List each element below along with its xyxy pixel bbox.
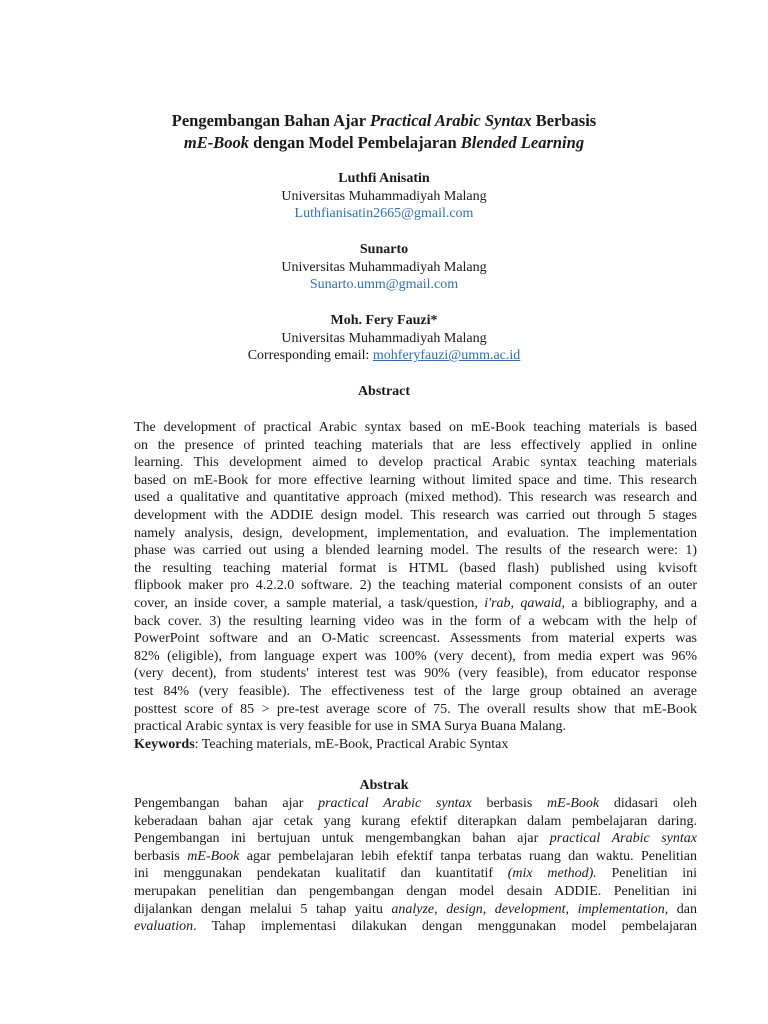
title-line-1 [0,110,768,132]
abstrak-text: didasari oleh [599,796,697,811]
title-text: dengan Model Pembelajaran [249,133,461,152]
abstract-line: test 84% (very feasible). The effectiveness test of the large group obtained an average [134,683,697,699]
abstrak-italic-text: evaluation [134,919,194,935]
title-italic-text: Practical Arabic Syntax [369,111,532,130]
abstrak-line [134,918,697,936]
abstrak-italic-text: practical Arabic syntax [318,796,472,811]
abstrak-text: berbasis [471,796,548,811]
abstrak-text: berbasis [134,848,188,864]
author-name: Sunarto [359,242,409,257]
abstract-line: The development of practical Arabic syntax based on mE-Book teaching materials is based [134,420,697,435]
abstrak-line [134,848,697,866]
abstract-line [134,595,697,613]
abstrak-italic-text: practical Arabic syntax [549,831,697,847]
author-name: Moh. Fery Fauzi* [330,313,438,328]
abstract-body [134,419,697,753]
keywords-label: Keywords [134,736,195,752]
abstrak-line [134,865,697,883]
abstrak-text: agar pembelajaran lebih efektif tanpa terbatas ruang dan waktu. Penelitian [239,848,697,864]
abstract-line: development with the ADDIE design model. This research was carried out through 5 stages [134,507,697,523]
abstrak-text: Pengembangan bahan ajar [134,796,319,811]
abstract-line: back cover. 3) the resulting learning video was in the form of a webcam with the help of [134,613,697,629]
abstrak-text: Pengembangan ini bertujuan untuk mengembangkan bahan ajar [134,831,550,847]
abstrak-line: merupakan penelitian dan pengembangan dengan model desain ADDIE. Penelitian ini [134,883,697,899]
abstrak-text: . Tahap implementasi dilakukan dengan menggunakan model pembelajaran [193,919,697,935]
abstract-italic-text: i'rab, qawaid [484,595,562,611]
corresponding-email-link[interactable]: mohferyfauzi@umm.ac.id [372,348,521,364]
abstract-line: PowerPoint software and an O-Matic screencast. Assessments from material experts was [134,631,697,647]
abstract-line: based on mE-Book for more effective learning without limited space and time. This research [134,472,697,488]
abstract-line: practical Arabic syntax is very feasible for use in SMA Surya Buana Malang. [134,719,566,735]
title-italic-text: Blended Learning [460,133,585,152]
author-block [0,241,768,294]
abstract-line: namely analysis, design, development, implementation, and evaluation. The implementation [134,525,697,541]
author-affiliation: Universitas Muhammadiyah Malang [281,330,487,346]
author-name: Luthfi Anisatin [338,171,430,186]
title-italic-text: mE-Book [183,133,250,152]
author-email[interactable]: Sunarto.umm@gmail.com [309,277,459,293]
title-text: Berbasis [531,111,597,130]
email-label: Corresponding email: [247,348,373,364]
abstract-line: flipbook maker pro 4.2.2.0 software. 2) the teaching material component consists of an outer [134,578,697,594]
author-affiliation: Universitas Muhammadiyah Malang [281,259,487,275]
author-block [0,170,768,223]
abstrak-line: keberadaan bahan ajar cetak yang kurang efektif diterapkan dalam pembelajaran daring. [134,813,697,829]
abstract-line: posttest score of 85 > pre-test average score of 75. The overall results show that mE-Book [134,701,697,717]
abstract-text: , a bibliography, and a [561,595,697,611]
abstrak-text: Penelitian ini [596,866,697,882]
abstrak-text: dijalankan dengan melalui 5 tahap yaitu [134,901,392,917]
abstract-heading: Abstract [357,384,411,399]
abstrak-body [134,795,697,936]
abstract-line: phase was carried out using a blended learning model. The results of the research were: 1) [134,543,697,559]
abstrak-line [134,795,697,813]
abstrak-text: ini menggunakan pendekatan kualitatif dan kuantitatif [134,866,508,882]
keywords-line [134,736,697,754]
author-block [0,312,768,365]
title-line-2 [0,132,768,154]
abstract-line: (very decent), from students' interest test was 90% (very feasible), from educator response [134,666,697,682]
paper-title [0,110,768,154]
abstrak-line [134,901,697,919]
abstrak-italic-text: analyze, design, development, implementation, [391,901,669,917]
abstract-text: cover, an inside cover, a sample material, a task/question, [134,595,485,611]
abstract-line: on the presence of printed teaching materials that are less effectively applied in online [134,437,697,453]
corresponding-email-row [0,347,768,365]
title-text: Pengembangan Bahan Ajar [171,111,370,130]
author-email[interactable]: Luthfianisatin2665@gmail.com [294,206,474,222]
abstrak-italic-text: (mix method). [507,866,597,882]
abstrak-heading: Abstrak [359,778,409,793]
abstrak-line [134,830,697,848]
abstract-line: learning. This development aimed to develop practical Arabic syntax teaching materials [134,455,697,471]
abstrak-italic-text: mE-Book [187,848,240,864]
abstract-line: used a qualitative and quantitative approach (mixed method). This research was research and [134,490,697,506]
abstrak-text: dan [668,901,697,917]
abstract-line: 82% (eligible), from language expert was 100% (very decent), from media expert was 96% [134,648,697,664]
abstract-line: the resulting teaching material format is HTML (based flash) published using kvisoft [134,560,697,576]
author-affiliation: Universitas Muhammadiyah Malang [281,188,487,204]
keywords-text: : Teaching materials, mE-Book, Practical Arabic Syntax [194,736,509,752]
abstrak-italic-text: mE-Book [547,796,600,811]
